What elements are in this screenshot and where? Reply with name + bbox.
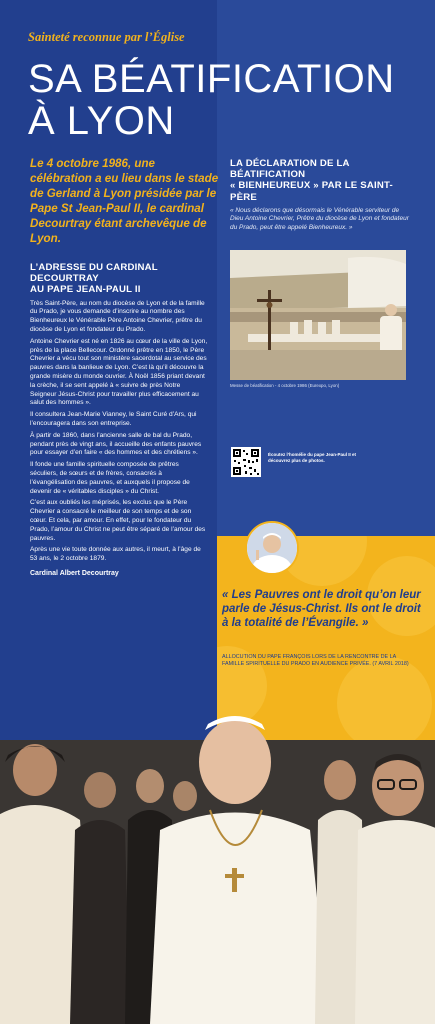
address-paragraph: Il fonde une famille spirituelle composée de prêtres séculiers, de sœurs et de frères, consacrés à l’évangélisation des pauvres, et auxquels il propose de devenir de « véritables disciples » du Christ.: [30, 461, 190, 495]
address-paragraph: Très Saint-Père, au nom du diocèse de Lyon et de la famille du Prado, je vous demande d’inscrire au nombre des Bienheureux le Vénérable Père Antoine Chevrier, prêtre du diocèse de Lyon et fondateur du Prado.: [30, 299, 205, 333]
title-line-2: À LYON: [28, 99, 175, 143]
address-paragraph: À partir de 1860, dans l’ancienne salle de bal du Prado, pendant près de vingt ans, il accueille des enfants pauvres pour essayer d’en faire « des hommes et des chrétiens ».: [30, 431, 202, 457]
cardinal-address-title-line-2: AU PAPE JEAN-PAUL II: [30, 284, 141, 296]
cardinal-address-section: [30, 262, 208, 582]
cardinal-address-title-line-1: L’ADRESSE DU CARDINAL DECOURTRAY: [30, 262, 158, 285]
photo-caption: Messe de béatification - 4 octobre 1986 (Eurexpo, Lyon): [230, 383, 340, 388]
qr-caption: Écoutez l’homélie du pape Jean-Paul II et découvrez plus de photos.: [268, 452, 357, 463]
declaration-title: [230, 158, 410, 203]
francis-quote: « Les Pauvres ont le droit qu’on leur parle de Jésus-Christ. Ils ont le droit à la totalité de l’Évangile. »: [222, 589, 421, 629]
francis-quote-attribution: ALLOCUTION DU PAPE FRANÇOIS LORS DE LA RENCONTRE DE LA FAMILLE SPIRITUELLE DU PRADO EN AUDIENCE PRIVÉE. (7 AVRIL 2018): [222, 654, 409, 667]
cardinal-address-title: [30, 262, 208, 296]
cardinal-address-body: [30, 300, 208, 579]
declaration-title-line-2: « BIENHEUREUX » PAR LE SAINT-PÈRE: [230, 180, 393, 203]
beatification-mass-photo: [230, 250, 406, 380]
kicker: Sainteté reconnue par l’Église: [28, 30, 185, 44]
address-paragraph: Antoine Chevrier est né en 1826 au cœur de la ville de Lyon, près de la place Bellecour. Ordonné prêtre en 1850, le Père Chevrier a vécu tout son ministère sacerdotal au service des pauvres dans la banlieue de Lyon. C’est là qu’il découvre la grande misère du monde ouvrier. À Noël 1856 priant devant la crèche, il se sent appelé à « suivre de près Notre Seigneur Jésus-Christ pour travailler plus efficacement au salut des hommes ».: [30, 337, 208, 407]
signature: Cardinal Albert Decourtray: [30, 569, 119, 577]
declaration-section: [230, 158, 410, 233]
pope-francis-portrait: [245, 521, 299, 575]
declaration-quote: « Nous déclarons que désormais le Vénérable serviteur de Dieu Antoine Chevrier, Prêtre du diocèse de Lyon et fondateur du Prado, peut être appelé Bienheureux. »: [230, 206, 409, 231]
qr-code[interactable]: [231, 447, 261, 477]
lead-paragraph: Le 4 octobre 1986, une célébration a eu lieu dans le stade de Gerland à Lyon présidée par le Pape St Jean-Paul II, le cardinal Decourtray étant archevêque de Lyon.: [30, 157, 219, 246]
page-title: [28, 58, 395, 142]
pope-john-paul-crowd-photo: [0, 700, 435, 1024]
address-paragraph: C’est aux oubliés les méprisés, les exclus que le Père Chevrier a consacré le meilleur de son temps et de son cœur. Et cela, par amour. En effet, pour le fondateur du Prado, l’amour du Christ ne peut être séparé de l’amour des pauvres.: [30, 499, 206, 542]
title-line-1: SA BÉATIFICATION: [28, 57, 395, 101]
address-paragraph: Après une vie toute donnée aux autres, il meurt, à l’âge de 53 ans, le 2 octobre 1879.: [30, 546, 201, 563]
declaration-title-line-1: LA DÉCLARATION DE LA BÉATIFICATION: [230, 158, 350, 181]
address-paragraph: Il consultera Jean-Marie Vianney, le Saint Curé d’Ars, qui l’encouragera dans son entreprise.: [30, 411, 197, 427]
